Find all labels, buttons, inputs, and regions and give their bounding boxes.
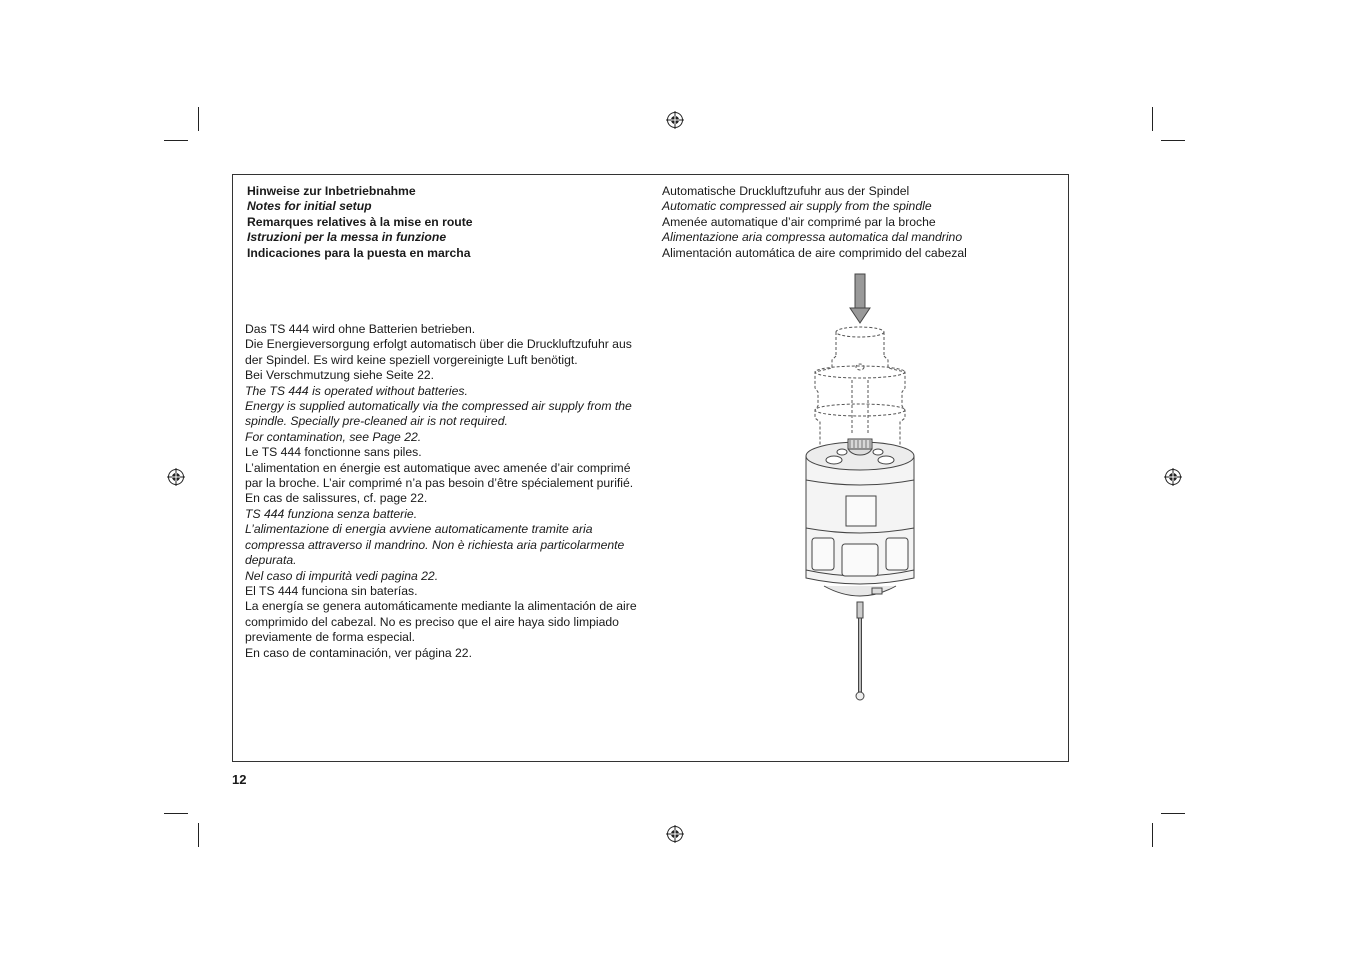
body-line: Das TS 444 wird ohne Batterien betrieben.	[245, 322, 476, 336]
caption-es: Alimentación automática de aire comprimido del cabezal	[662, 245, 967, 260]
body-line: Die Energieversorgung erfolgt automatisch über die Druckluftzufuhr aus	[245, 337, 632, 352]
body-line: La energía se genera automáticamente mediante la alimentación de aire	[245, 599, 637, 614]
body-line: depurata.	[245, 553, 297, 568]
section-headings	[247, 184, 473, 261]
crop-mark	[1161, 813, 1185, 814]
body-line: par la broche. L’air comprimé n’a pas besoin d’être spécialement purifié.	[245, 476, 634, 491]
body-line: previamente de forma especial.	[245, 630, 416, 645]
page-number: 12	[232, 772, 247, 787]
body-line: der Spindel. Es wird keine speziell vorgereinigte Luft benötigt.	[245, 352, 578, 367]
body-line: comprimido del cabezal. No es preciso que el aire haya sido limpiado	[245, 614, 619, 629]
body-line: El TS 444 funciona sin baterías.	[245, 583, 418, 598]
body-line: Nel caso di impurità vedi pagina 22.	[245, 568, 439, 583]
body-line: En caso de contaminación, ver página 22.	[245, 645, 472, 660]
heading-it: Istruzioni per la messa in funzione	[247, 230, 447, 245]
caption-de: Automatische Druckluftzufuhr aus der Spindel	[662, 184, 910, 198]
body-line: L’alimentation en énergie est automatique avec amenée d’air comprimé	[245, 460, 631, 475]
body-line: Le TS 444 fonctionne sans piles.	[245, 445, 422, 460]
body-line: compressa attraverso il mandrino. Non è richiesta aria particolarmente	[245, 537, 625, 552]
registration-mark-icon	[666, 825, 684, 843]
caption-en: Automatic compressed air supply from the spindle	[662, 199, 932, 214]
crop-mark	[164, 813, 188, 814]
heading-en: Notes for initial setup	[247, 199, 372, 214]
crop-mark	[198, 823, 199, 847]
caption-fr: Amenée automatique d’air comprimé par la broche	[662, 214, 936, 229]
body-line: For contamination, see Page 22.	[245, 429, 422, 444]
caption-it: Alimentazione aria compressa automatica dal mandrino	[662, 230, 963, 245]
body-line: Bei Verschmutzung siehe Seite 22.	[245, 368, 435, 383]
figure-caption	[662, 184, 967, 261]
crop-mark	[198, 107, 199, 131]
heading-de: Hinweise zur Inbetriebnahme	[247, 184, 416, 198]
down-arrow-icon	[850, 274, 870, 323]
body-line: TS 444 funziona senza batterie.	[245, 506, 418, 521]
body-text	[245, 322, 637, 661]
registration-mark-icon	[666, 111, 684, 129]
heading-es: Indicaciones para la puesta en marcha	[247, 245, 471, 260]
body-line: Energy is supplied automatically via the compressed air supply from the	[245, 399, 632, 414]
body-line: En cas de salissures, cf. page 22.	[245, 491, 428, 506]
registration-mark-icon	[1164, 468, 1182, 486]
crop-mark	[1161, 140, 1185, 141]
body-line: The TS 444 is operated without batteries.	[245, 383, 468, 398]
crop-mark	[1152, 823, 1153, 847]
probe-body	[806, 439, 914, 596]
body-line: L’alimentazione di energia avviene automaticamente tramite aria	[245, 522, 593, 537]
crop-mark	[164, 140, 188, 141]
heading-fr: Remarques relatives à la mise en route	[247, 214, 473, 229]
stylus	[856, 602, 864, 700]
crop-mark	[1152, 107, 1153, 131]
body-line: spindle. Specially pre-cleaned air is not required.	[245, 414, 508, 429]
registration-mark-icon	[167, 468, 185, 486]
spindle-dashed-outline	[815, 327, 905, 446]
probe-illustration	[790, 268, 935, 708]
